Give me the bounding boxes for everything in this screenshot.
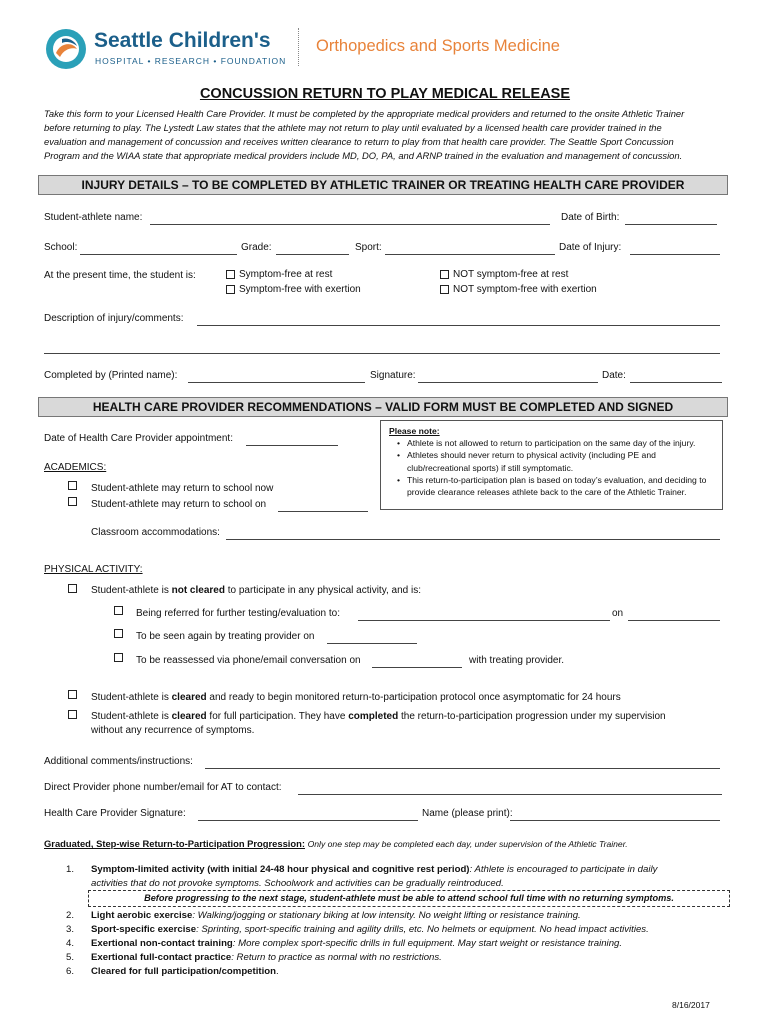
step-title: Sport-specific exercise	[91, 924, 197, 935]
school-label: School:	[44, 242, 78, 253]
step-number: 3.	[66, 924, 75, 935]
student-name-field[interactable]	[150, 224, 550, 225]
symptom-free-rest-checkbox[interactable]	[226, 270, 235, 279]
status-label: At the present time, the student is:	[44, 270, 196, 281]
classroom-field[interactable]	[226, 539, 720, 540]
referred-date-field[interactable]	[628, 620, 720, 621]
sport-label: Sport:	[355, 242, 382, 253]
step-item	[91, 952, 442, 963]
step-text: : Athlete is encouraged to participate in daily	[469, 864, 658, 875]
injury-date-field[interactable]	[630, 254, 720, 255]
referred-on-label: on	[612, 608, 624, 619]
cleared-protocol-text	[91, 692, 621, 703]
symptom-free-rest-label: Symptom-free at rest	[239, 269, 333, 280]
description-field[interactable]	[197, 325, 720, 326]
intro-line-4: Program and the WIAA state that appropriate medical providers include MD, DO, PA, and ARNP trained in the evaluation and management of concussion.	[44, 150, 683, 161]
step-text-line-2: activities that do not provoke symptoms. Schoolwork and activities can be gradually reintroduced.	[91, 878, 504, 889]
step-item	[91, 938, 622, 949]
logo	[44, 27, 294, 71]
reassessed-post-label: with treating provider.	[469, 655, 565, 666]
referred-checkbox[interactable]	[114, 606, 123, 615]
step-title: Symptom-limited activity (with initial 24-48 hour physical and cognitive rest period)	[91, 864, 470, 875]
cleared-full-bold: cleared	[171, 711, 207, 722]
step-item	[91, 924, 649, 935]
org-tagline: HOSPITAL • RESEARCH • FOUNDATION	[95, 56, 287, 66]
cleared-full-pre: Student-athlete is	[91, 711, 172, 722]
step-number: 5.	[66, 952, 75, 963]
not-symptom-free-exertion-label: NOT symptom-free with exertion	[453, 284, 597, 295]
return-school-date-field[interactable]	[278, 511, 368, 512]
cleared-protocol-bold: cleared	[171, 692, 207, 703]
description-label: Description of injury/comments:	[44, 313, 184, 324]
progression-subtext: Only one step may be completed each day, under supervision of the Athletic Trainer.	[307, 839, 628, 849]
grade-field[interactable]	[276, 254, 349, 255]
academics-label: ACADEMICS:	[44, 462, 107, 473]
not-cleared-checkbox[interactable]	[68, 584, 77, 593]
dob-label: Date of Birth:	[561, 212, 620, 223]
progression-callout	[88, 890, 730, 907]
completed-by-field[interactable]	[188, 382, 365, 383]
cleared-full-mid: for full participation. They have	[206, 711, 349, 722]
note-item: • This return-to-participation plan is based on today’s evaluation, and deciding to provide clearance releases athlete back to the care of the Athletic Trainer.	[399, 474, 714, 498]
provider-contact-label: Direct Provider phone number/email for AT to contact:	[44, 782, 282, 793]
signature-label: Signature:	[370, 370, 416, 381]
seen-again-checkbox[interactable]	[114, 629, 123, 638]
intro-line-2: before returning to play. The Lystedt Law states that the athlete may not return to play until evaluated by a licensed health care provider trained in the	[44, 122, 662, 133]
note-item: • Athletes should never return to physical activity (including PE and club/recreational sports) if still symptomatic.	[399, 449, 714, 473]
step-title: Cleared for full participation/competition	[91, 966, 276, 977]
sport-field[interactable]	[385, 254, 555, 255]
intro-line-1: Take this form to your Licensed Health Care Provider. It must be completed by the appropriate medical providers and returned to the onsite Athletic Trainer	[44, 108, 685, 119]
provider-contact-field[interactable]	[298, 794, 722, 795]
step-text: : More complex sport-specific drills in full equipment. May start weight or resistance training.	[232, 938, 623, 949]
cleared-full-line-2: without any recurrence of symptoms.	[91, 725, 255, 736]
date-field[interactable]	[630, 382, 722, 383]
hcp-section-heading: HEALTH CARE PROVIDER RECOMMENDATIONS – VALID FORM MUST BE COMPLETED AND SIGNED	[38, 397, 728, 417]
cleared-full-text	[91, 711, 666, 722]
please-note-box	[380, 420, 723, 510]
grade-label: Grade:	[241, 242, 272, 253]
step-item	[91, 864, 657, 875]
print-name-label: Name (please print):	[422, 808, 513, 819]
step-number: 1.	[66, 864, 75, 875]
not-cleared-bold: not cleared	[171, 585, 225, 596]
date-label: Date:	[602, 370, 626, 381]
org-name: Seattle Children's	[94, 29, 271, 52]
school-field[interactable]	[80, 254, 237, 255]
not-cleared-text	[91, 585, 421, 596]
referred-label: Being referred for further testing/evaluation to:	[136, 608, 341, 619]
cleared-protocol-post: and ready to begin monitored return-to-participation protocol once asymptomatic for 24 hours	[206, 692, 621, 703]
signature-field[interactable]	[418, 382, 598, 383]
hcp-signature-label: Health Care Provider Signature:	[44, 808, 186, 819]
cleared-full-checkbox[interactable]	[68, 710, 77, 719]
hcp-signature-field[interactable]	[198, 820, 418, 821]
classroom-label: Classroom accommodations:	[91, 527, 220, 538]
progression-heading: Graduated, Step-wise Return-to-Participation Progression:	[44, 838, 305, 849]
step-item	[91, 910, 581, 921]
seattle-childrens-logo-icon	[44, 27, 88, 71]
header-divider	[298, 28, 299, 66]
cleared-full-post: the return-to-participation progression under my supervision	[398, 711, 666, 722]
reassessed-label: To be reassessed via phone/email conversation on	[136, 655, 361, 666]
appointment-date-label: Date of Health Care Provider appointment:	[44, 433, 233, 444]
return-school-on-label: Student-athlete may return to school on	[91, 499, 267, 510]
step-item	[91, 966, 279, 977]
dob-field[interactable]	[625, 224, 717, 225]
not-symptom-free-rest-label: NOT symptom-free at rest	[453, 269, 569, 280]
return-school-on-checkbox[interactable]	[68, 497, 77, 506]
reassessed-checkbox[interactable]	[114, 653, 123, 662]
footer-date: 8/16/2017	[672, 1000, 710, 1010]
cleared-protocol-checkbox[interactable]	[68, 690, 77, 699]
referred-field[interactable]	[358, 620, 610, 621]
description-field-line-2[interactable]	[44, 353, 720, 354]
injury-section-heading: INJURY DETAILS – TO BE COMPLETED BY ATHLETIC TRAINER OR TREATING HEALTH CARE PROVIDER	[38, 175, 728, 195]
step-title: Exertional non-contact training	[91, 938, 233, 949]
intro-line-3: evaluation and management of concussion and receives written clearance to return to play from that health care provider. The Seattle Sport Concussion	[44, 136, 674, 147]
note-item: • Athlete is not allowed to return to participation on the same day of the injury.	[399, 437, 714, 449]
not-cleared-pre: Student-athlete is	[91, 585, 172, 596]
return-school-now-label: Student-athlete may return to school now	[91, 483, 274, 494]
physical-activity-label: PHYSICAL ACTIVITY:	[44, 564, 143, 575]
step-text: : Sprinting, sport-specific training and agility drills, etc. No helmets or equipment. No head impact activities.	[196, 924, 649, 935]
step-number: 6.	[66, 966, 75, 977]
please-note-title: Please note:	[389, 426, 440, 436]
step-number: 2.	[66, 910, 75, 921]
seen-again-label: To be seen again by treating provider on	[136, 631, 315, 642]
additional-comments-label: Additional comments/instructions:	[44, 756, 193, 767]
seen-again-date-field[interactable]	[327, 643, 417, 644]
callout-text: Before progressing to the next stage, student-athlete must be able to attend school full time with no returning symptoms.	[144, 893, 674, 903]
appointment-date-field[interactable]	[246, 445, 338, 446]
step-text: .	[275, 966, 279, 977]
not-symptom-free-rest-checkbox[interactable]	[440, 270, 449, 279]
not-symptom-free-exertion-checkbox[interactable]	[440, 285, 449, 294]
reassessed-date-field[interactable]	[372, 667, 462, 668]
completed-by-label: Completed by (Printed name):	[44, 370, 178, 381]
injury-date-label: Date of Injury:	[559, 242, 622, 253]
step-number: 4.	[66, 938, 75, 949]
cleared-full-bold2: completed	[348, 711, 399, 722]
print-name-field[interactable]	[510, 820, 720, 821]
not-cleared-post: to participate in any physical activity, and is:	[224, 585, 421, 596]
progression-heading-row	[44, 838, 628, 849]
step-text: : Walking/jogging or stationary biking at low intensity. No weight lifting or resistance training.	[192, 910, 581, 921]
additional-comments-field[interactable]	[205, 768, 720, 769]
student-name-label: Student-athlete name:	[44, 212, 143, 223]
department-name: Orthopedics and Sports Medicine	[316, 37, 560, 55]
page-title: CONCUSSION RETURN TO PLAY MEDICAL RELEASE	[199, 86, 571, 102]
step-title: Exertional full-contact practice	[91, 952, 232, 963]
cleared-protocol-pre: Student-athlete is	[91, 692, 172, 703]
step-title: Light aerobic exercise	[91, 910, 193, 921]
symptom-free-exertion-label: Symptom-free with exertion	[239, 284, 361, 295]
step-text: : Return to practice as normal with no restrictions.	[231, 952, 442, 963]
symptom-free-exertion-checkbox[interactable]	[226, 285, 235, 294]
return-school-now-checkbox[interactable]	[68, 481, 77, 490]
